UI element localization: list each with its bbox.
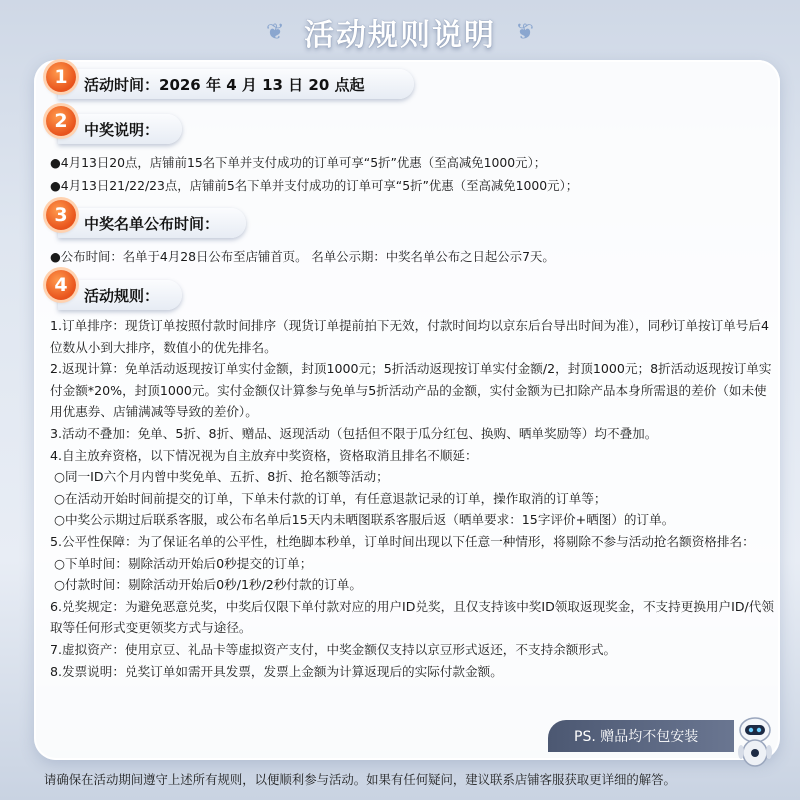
section-4-badge: 4: [46, 270, 76, 300]
rule-8: 8.发票说明：兑奖订单如需开具发票，发票上金额为计算返现后的实际付款金额。: [50, 663, 503, 679]
section-2-line-2: ●4月13日21/22/23点，店铺前5名下单并支付成功的订单可享“5折”优惠（至高减免1000元）；: [50, 178, 579, 193]
section-1-badge: 1: [46, 62, 76, 92]
section-4-heading: 活动规则：: [58, 280, 182, 310]
rule-6: 6.兑奖规定：为避免恶意兑奖，中奖后仅限下单付款对应的用户ID兑奖，且仅支持该中奖ID领取返现奖金，不支持更换用户ID/代领取等任何形式变更领奖方式与途径。: [50, 598, 774, 636]
rule-5-item-2: ○付款时间：剔除活动开始后0秒/1秒/2秒付款的订单。: [54, 577, 362, 593]
rule-5-item-1: ○下单时间：剔除活动开始后0秒提交的订单；: [54, 555, 313, 571]
section-3-heading: 中奖名单公布时间：: [58, 208, 246, 238]
feather-icon: ❦: [266, 20, 285, 45]
section-2-badge: 2: [46, 106, 76, 136]
rule-2: 2.返现计算：免单活动返现按订单实付金额，封顶1000元；5折活动返现按订单实付金额/2，封顶1000元；8折活动返现按订单实付金额*20%，封顶1000元。实付金额仅计算参与免单与5折活动产品的金额，实付金额为已扣除产品本身所需退的差价（如未使用优惠券、店铺满减等导致的差价）。: [50, 361, 772, 420]
rules-list: [50, 315, 774, 682]
rule-5: 5.公平性保障：为了保证名单的公平性，杜绝脚本秒单，订单时间出现以下任意一种情形，将剔除不参与活动抢名额资格排名：: [50, 533, 755, 549]
section-1-heading: 活动时间：2026 年 4 月 13 日 20 点起: [58, 69, 414, 99]
rule-4-item-3: ○中奖公示期过后联系客服，或公布名单后15天内未晒图联系客服后返（晒单要求：15字评价+晒图）的订单。: [54, 512, 675, 528]
section-2-heading: 中奖说明：: [58, 114, 182, 144]
rule-7: 7.虚拟资产：使用京豆、礼品卡等虚拟资产支付，中奖金额仅支持以京豆形式返还，不支持余额形式。: [50, 641, 617, 657]
rule-4-item-1: ○同一ID六个月内曾中奖免单、五折、8折、抢名额等活动；: [54, 469, 389, 485]
footer-note: 请确保在活动期间遵守上述所有规则，以便顺利参与活动。如果有任何疑问，建议联系店铺客服获取更详细的解答。: [44, 772, 676, 787]
section-2-line-1: ●4月13日20点，店铺前15名下单并支付成功的订单可享“5折”优惠（至高减免1000元）；: [50, 155, 547, 170]
section-3-line-1: ●公布时间：名单于4月28日公布至店铺首页。 名单公示期：中奖名单公布之日起公示7天。: [50, 249, 555, 264]
feather-icon: ❦: [515, 20, 534, 45]
rule-4: 4.自主放弃资格，以下情况视为自主放弃中奖资格，资格取消且排名不顺延：: [50, 447, 478, 463]
title-banner: [0, 0, 800, 64]
page-title: 活动规则说明: [304, 18, 496, 53]
ps-note: PS. 赠品均不包安装: [548, 720, 734, 752]
rule-1: 1.订单排序：现货订单按照付款时间排序（现货订单提前拍下无效，付款时间均以京东后台导出时间为准），同秒订单按订单号后4位数从小到大排序，数值小的优先排名。: [50, 318, 769, 355]
section-3-badge: 3: [46, 200, 76, 230]
rule-3: 3.活动不叠加：免单、5折、8折、赠品、返现活动（包括但不限于瓜分红包、换购、晒单奖励等）均不叠加。: [50, 425, 658, 441]
rule-4-item-2: ○在活动开始时间前提交的订单，下单未付款的订单，有任意退款记录的订单，操作取消的订单等；: [54, 490, 607, 506]
robot-mascot-icon: [730, 710, 780, 770]
